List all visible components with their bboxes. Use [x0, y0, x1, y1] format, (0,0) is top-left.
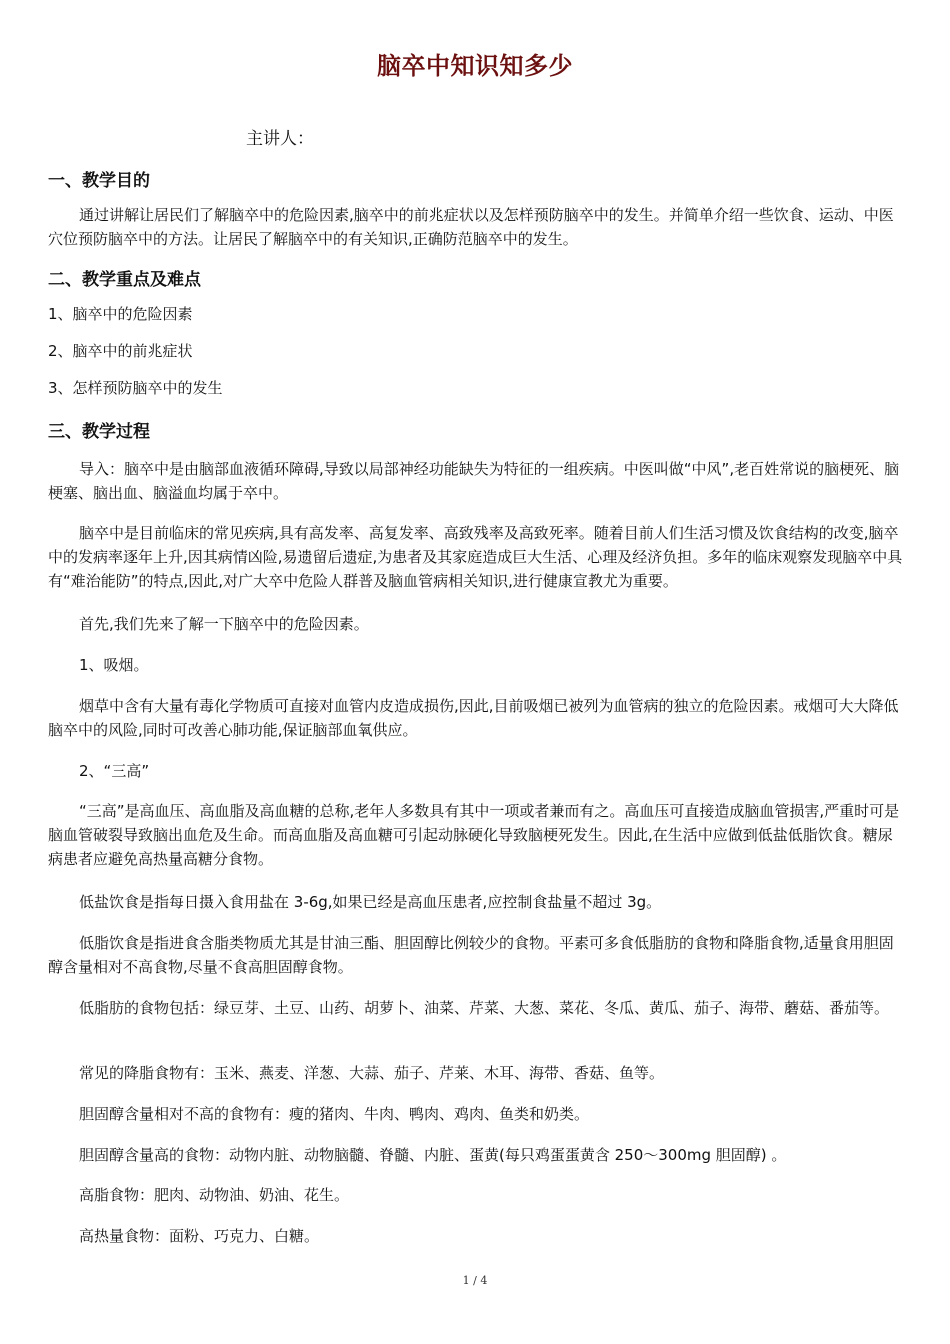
paragraph: 烟草中含有大量有毒化学物质可直接对血管内皮造成损伤,因此,目前吸烟已被列为血管病的独立的危险因素。戒烟可大大降低脑卒中的风险,同时可改善心肺功能,保证脑部血氧供应。 [48, 697, 899, 739]
paragraph: 首先,我们先来了解一下脑卒中的危险因素。 [79, 615, 369, 633]
paragraph: 高热量食物：面粉、巧克力、白糖。 [79, 1227, 320, 1245]
paragraph: 2、“三高” [79, 762, 150, 780]
paragraph: 导入：脑卒中是由脑部血液循环障碍,导致以局部神经功能缺失为特征的一组疾病。中医叫做“中风”,老百姓常说的脑梗死、脑梗塞、脑出血、脑溢血均属于卒中。 [48, 460, 900, 502]
section-heading-process: 三、教学过程 [48, 422, 150, 442]
paragraph-objectives: 通过讲解让居民们了解脑卒中的危险因素,脑卒中的前兆症状以及怎样预防脑卒中的发生。并简单介绍一些饮食、运动、中医穴位预防脑卒中的方法。让居民了解脑卒中的有关知识,正确防范脑卒中的发生。 [48, 206, 894, 248]
list-item: 2、脑卒中的前兆症状 [48, 342, 193, 360]
paragraph: 1、吸烟。 [79, 656, 149, 674]
speaker-label: 主讲人： [246, 129, 314, 149]
paragraph: 常见的降脂食物有：玉米、燕麦、洋葱、大蒜、茄子、芹莱、木耳、海带、香菇、鱼等。 [79, 1064, 665, 1082]
paragraph: 胆固醇含量高的食物：动物内脏、动物脑髓、脊髓、内脏、蛋黄(每只鸡蛋蛋黄含 250～300mg 胆固醇) 。 [79, 1146, 787, 1164]
paragraph: 低脂肪的食物包括：绿豆芽、土豆、山药、胡萝卜、油菜、芹菜、大葱、菜花、冬瓜、黄瓜、茄子、海带、蘑菇、番茄等。 [79, 999, 890, 1017]
paragraph: 低脂饮食是指进食含脂类物质尤其是甘油三酯、胆固醇比例较少的食物。平素可多食低脂肪的食物和降脂食物,适量食用胆固醇含量相对不高食物,尽量不食高胆固醇食物。 [48, 934, 894, 976]
paragraph: 胆固醇含量相对不高的食物有：瘦的猪肉、牛肉、鸭肉、鸡肉、鱼类和奶类。 [79, 1105, 590, 1123]
paragraph: 高脂食物：肥肉、动物油、奶油、花生。 [79, 1186, 350, 1204]
paragraph: 脑卒中是目前临床的常见疾病,具有高发率、高复发率、高致残率及高致死率。随着目前人们生活习惯及饮食结构的改变,脑卒中的发病率逐年上升,因其病情凶险,易遗留后遗症,为患者及其家庭造成巨大生活、心理及经济负担。多年的临床观察发现脑卒中具有“难治能防”的特点,因此,对广大卒中危险人群普及脑血管病相关知识,进行健康宣教尤为重要。 [48, 524, 903, 590]
paragraph: “三高”是高血压、高血脂及高血糖的总称,老年人多数具有其中一项或者兼而有之。高血压可直接造成脑血管损害,严重时可是脑血管破裂导致脑出血危及生命。而高血脂及高血糖可引起动脉硬化导致脑梗死发生。因此,在生活中应做到低盐低脂饮食。糖尿病患者应避免高热量高糖分食物。 [48, 802, 900, 868]
list-item: 3、怎样预防脑卒中的发生 [48, 379, 223, 397]
document-title: 脑卒中知识知多少 [377, 52, 573, 80]
paragraph: 低盐饮食是指每日摄入食用盐在 3-6g,如果已经是高血压患者,应控制食盐量不超过 3g。 [79, 893, 662, 911]
list-item: 1、脑卒中的危险因素 [48, 305, 193, 323]
page-indicator: 1 / 4 [462, 1274, 488, 1287]
section-heading-objectives: 一、教学目的 [48, 171, 150, 191]
section-heading-key-points: 二、教学重点及难点 [48, 270, 201, 290]
